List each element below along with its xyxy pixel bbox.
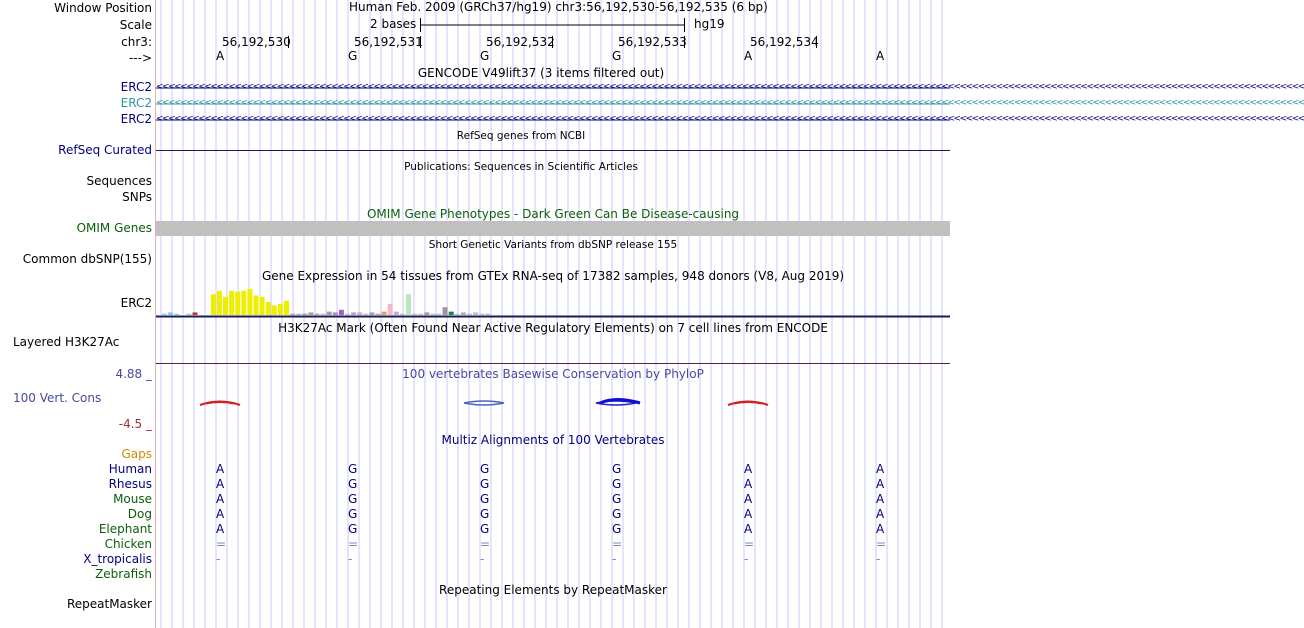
alignment-base: A	[876, 522, 885, 536]
species-label[interactable]: Chicken	[104, 537, 152, 551]
gtex-bar	[437, 314, 442, 315]
species-label[interactable]: Rhesus	[108, 477, 152, 491]
gtex-bar	[363, 314, 368, 315]
erc2-transcript-2[interactable]: <<<<<<<<<<<<<<<<<<<<<<<<<<<<<<<<<<<<<<<<<<<<<<<<<<<<<<<<<<<<<<<<<<<<<<<<<<<<<<<<<<<<<<<<<<<<<<<<<<<<<<<<<<<<<<<<<<<<<<<<<<<<<<<<<<<<<<<<<<<<<<<<<<<<<<<<<<<<<<<<<<<<<<<<<<<<<<<<<<<<<<<<<<<<<<	[156, 98, 1304, 108]
alignment-base: G	[480, 477, 490, 491]
alignment-base: G	[480, 507, 490, 521]
gtex-bar	[376, 314, 381, 315]
omim-genes-label[interactable]: OMIM Genes	[76, 221, 152, 235]
erc2-label-1[interactable]: ERC2	[120, 80, 152, 94]
alignment-base: A	[744, 477, 753, 491]
alignment-base: G	[480, 462, 490, 476]
base-letter[interactable]: G	[612, 49, 622, 63]
base-letter[interactable]: A	[744, 49, 753, 63]
gtex-bar	[241, 291, 246, 315]
phylop-max-label: 4.88 _	[115, 367, 152, 381]
window-position-text[interactable]: Human Feb. 2009 (GRCh37/hg19) chr3:56,192,530-56,192,535 (6 bp)	[349, 0, 768, 14]
gtex-bar	[260, 297, 265, 315]
multiz-title[interactable]: Multiz Alignments of 100 Vertebrates	[441, 433, 665, 447]
h3k27ac-title[interactable]: H3K27Ac Mark (Often Found Near Active Regulatory Elements) on 7 cell lines from ENCODE	[278, 321, 828, 335]
omim-title[interactable]: OMIM Gene Phenotypes - Dark Green Can Be Disease-causing	[366, 207, 740, 221]
gtex-bar	[302, 314, 307, 315]
erc2-label-2[interactable]: ERC2	[120, 96, 152, 110]
gtex-bar	[162, 314, 167, 315]
h3k27ac-label[interactable]: Layered H3K27Ac	[13, 335, 120, 349]
alignment-base: A	[216, 507, 225, 521]
erc2-label-3[interactable]: ERC2	[120, 112, 152, 126]
gtex-bar	[205, 314, 210, 315]
alignment-base: A	[876, 507, 885, 521]
gtex-bar	[217, 291, 222, 315]
alignment-base: G	[612, 507, 622, 521]
phylop-min-label: -4.5 _	[118, 417, 152, 431]
alignment-base: G	[480, 522, 490, 536]
common-dbsnp-label[interactable]: Common dbSNP(155)	[22, 252, 152, 266]
gtex-bar	[333, 312, 338, 315]
erc2-transcript-3[interactable]: <<<<<<<<<<<<<<<<<<<<<<<<<<<<<<<<<<<<<<<<<<<<<<<<<<<<<<<<<<<<<<<<<<<<<<<<<<<<<<<<<<<<<<<<<<<<<<<<<<<<<<<<<<<<<<<<<<<<<<<<<<<<<<<<<<<<<<<<<<<<<<<<<<<<<<<<<<<<<<<<<<<<<<<<<<<<<<<<<<<<<<<<<<<<<<	[156, 114, 1304, 124]
gtex-bar	[412, 314, 417, 315]
gtex-bar	[247, 289, 252, 315]
coordinate-label: 56,192,532	[486, 35, 555, 49]
species-label[interactable]: X_tropicalis	[83, 552, 152, 566]
gtex-bar	[369, 312, 374, 315]
refseq-title[interactable]: RefSeq genes from NCBI	[456, 130, 586, 142]
species-label[interactable]: Mouse	[113, 492, 152, 506]
gtex-bar	[327, 312, 332, 315]
gtex-bar	[296, 314, 301, 315]
gtex-bar	[315, 314, 320, 315]
phylop-mark	[464, 401, 504, 405]
alignment-base: G	[348, 522, 358, 536]
gtex-bar	[449, 312, 454, 315]
alignment-base: =	[612, 537, 623, 551]
alignment-base: -	[744, 552, 749, 566]
alignment-base: =	[744, 537, 755, 551]
alignment-base: A	[876, 462, 885, 476]
alignment-base: A	[744, 522, 753, 536]
alignment-base: G	[348, 507, 358, 521]
gtex-bar	[400, 314, 405, 315]
alignment-base: =	[348, 537, 359, 551]
alignment-base: A	[744, 507, 753, 521]
gtex-bar	[473, 312, 478, 315]
species-label[interactable]: Zebrafish	[95, 567, 152, 581]
refseq-curated-label[interactable]: RefSeq Curated	[58, 143, 152, 157]
gtex-bar	[186, 314, 191, 315]
gtex-bar	[229, 291, 234, 315]
gtex-bar	[467, 314, 472, 315]
species-label[interactable]: Human	[108, 462, 152, 476]
alignment-base: A	[216, 477, 225, 491]
gtex-bar	[193, 312, 198, 315]
erc2-transcript-1[interactable]: <<<<<<<<<<<<<<<<<<<<<<<<<<<<<<<<<<<<<<<<<<<<<<<<<<<<<<<<<<<<<<<<<<<<<<<<<<<<<<<<<<<<<<<<<<<<<<<<<<<<<<<<<<<<<<<<<<<<<<<<<<<<<<<<<<<<<<<<<<<<<<<<<<<<<<<<<<<<<<<<<<<<<<<<<<<<<<<<<<<<<<<<<<<<<<	[156, 82, 1304, 92]
gtex-bar	[321, 314, 326, 315]
snps-label[interactable]: SNPs	[122, 190, 152, 204]
alignment-base: =	[480, 537, 491, 551]
gaps-label[interactable]: Gaps	[121, 447, 152, 461]
phylop-title[interactable]: 100 vertebrates Basewise Conservation by PhyloP	[402, 367, 704, 381]
publications-title[interactable]: Publications: Sequences in Scientific Articles	[404, 161, 638, 173]
alignment-base: =	[876, 537, 887, 551]
gtex-bar	[455, 314, 460, 315]
gtex-bar	[357, 312, 362, 315]
gtex-bar	[168, 312, 173, 315]
gtex-bar	[394, 312, 399, 315]
alignment-base: G	[612, 462, 622, 476]
gtex-bar	[461, 312, 466, 315]
gtex-bar	[235, 292, 240, 315]
gtex-bar	[180, 314, 185, 315]
alignment-base: G	[612, 477, 622, 491]
scale-label: Scale	[119, 18, 152, 32]
alignment-base: A	[216, 522, 225, 536]
strand-arrow-label: --->	[128, 51, 152, 65]
gtex-title[interactable]: Gene Expression in 54 tissues from GTEx RNA-seq of 17382 samples, 948 donors (V8, Aug 2019)	[261, 269, 845, 283]
sequences-label[interactable]: Sequences	[86, 174, 152, 188]
alignment-base: -	[612, 552, 617, 566]
scale-bar-text: 2 bases	[370, 17, 417, 31]
gtex-bar	[443, 307, 448, 315]
window-position-label: Window Position	[54, 1, 152, 15]
alignment-base: G	[348, 477, 358, 491]
gtex-erc2-label[interactable]: ERC2	[120, 296, 152, 310]
coordinate-label: 56,192,533	[618, 35, 687, 49]
gtex-bar	[284, 301, 289, 315]
gtex-bar	[223, 297, 228, 315]
base-letter[interactable]: A	[216, 49, 225, 63]
base-letter[interactable]: A	[876, 49, 885, 63]
gtex-bar	[418, 314, 423, 315]
gtex-bar	[290, 314, 295, 315]
alignment-base: A	[876, 492, 885, 506]
gtex-bar	[388, 304, 393, 315]
alignment-base: G	[348, 492, 358, 506]
gtex-bar	[339, 310, 344, 315]
gtex-bar	[430, 314, 435, 315]
alignment-base: G	[612, 522, 622, 536]
gencode-title[interactable]: GENCODE V49lift37 (3 items filtered out)	[417, 66, 665, 80]
gtex-bar	[272, 305, 277, 315]
phylop-label[interactable]: 100 Vert. Cons	[13, 391, 102, 405]
alignment-base: =	[216, 537, 227, 551]
alignment-base: G	[348, 462, 358, 476]
alignment-base: A	[876, 477, 885, 491]
alignment-base: -	[216, 552, 221, 566]
gtex-bar	[199, 314, 204, 315]
assembly-text: hg19	[694, 17, 725, 31]
alignment-base: -	[348, 552, 353, 566]
alignment-base: -	[876, 552, 881, 566]
repeatmasker-label[interactable]: RepeatMasker	[66, 597, 152, 611]
gtex-bar	[308, 312, 313, 315]
species-label[interactable]: Elephant	[98, 522, 152, 536]
alignment-base: G	[612, 492, 622, 506]
alignment-base: A	[216, 462, 225, 476]
alignment-base: A	[744, 492, 753, 506]
alignment-base: A	[216, 492, 225, 506]
alignment-base: -	[480, 552, 485, 566]
gtex-bar	[351, 312, 356, 315]
base-letter[interactable]: G	[348, 49, 358, 63]
gtex-bar	[406, 294, 411, 315]
repeatmasker-title[interactable]: Repeating Elements by RepeatMasker	[439, 583, 667, 597]
coordinate-label: 56,192,534	[750, 35, 819, 49]
gtex-bar	[424, 312, 429, 315]
gtex-bar	[382, 312, 387, 315]
gtex-bar	[485, 314, 490, 315]
coordinate-label: 56,192,530	[222, 35, 291, 49]
gtex-bar	[479, 314, 484, 315]
alignment-base: G	[480, 492, 490, 506]
omim-bar	[156, 221, 950, 236]
dbsnp-title[interactable]: Short Genetic Variants from dbSNP release 155	[428, 239, 678, 251]
gtex-bar	[254, 296, 259, 316]
gtex-bar	[266, 302, 271, 315]
coordinate-label: 56,192,531	[354, 35, 423, 49]
species-label[interactable]: Dog	[127, 507, 152, 521]
gtex-bar	[278, 304, 283, 315]
base-letter[interactable]: G	[480, 49, 490, 63]
alignment-base: A	[744, 462, 753, 476]
gtex-bar	[345, 314, 350, 315]
chromosome-label: chr3:	[121, 35, 152, 49]
gtex-bar	[174, 314, 179, 315]
gtex-bar	[211, 294, 216, 315]
